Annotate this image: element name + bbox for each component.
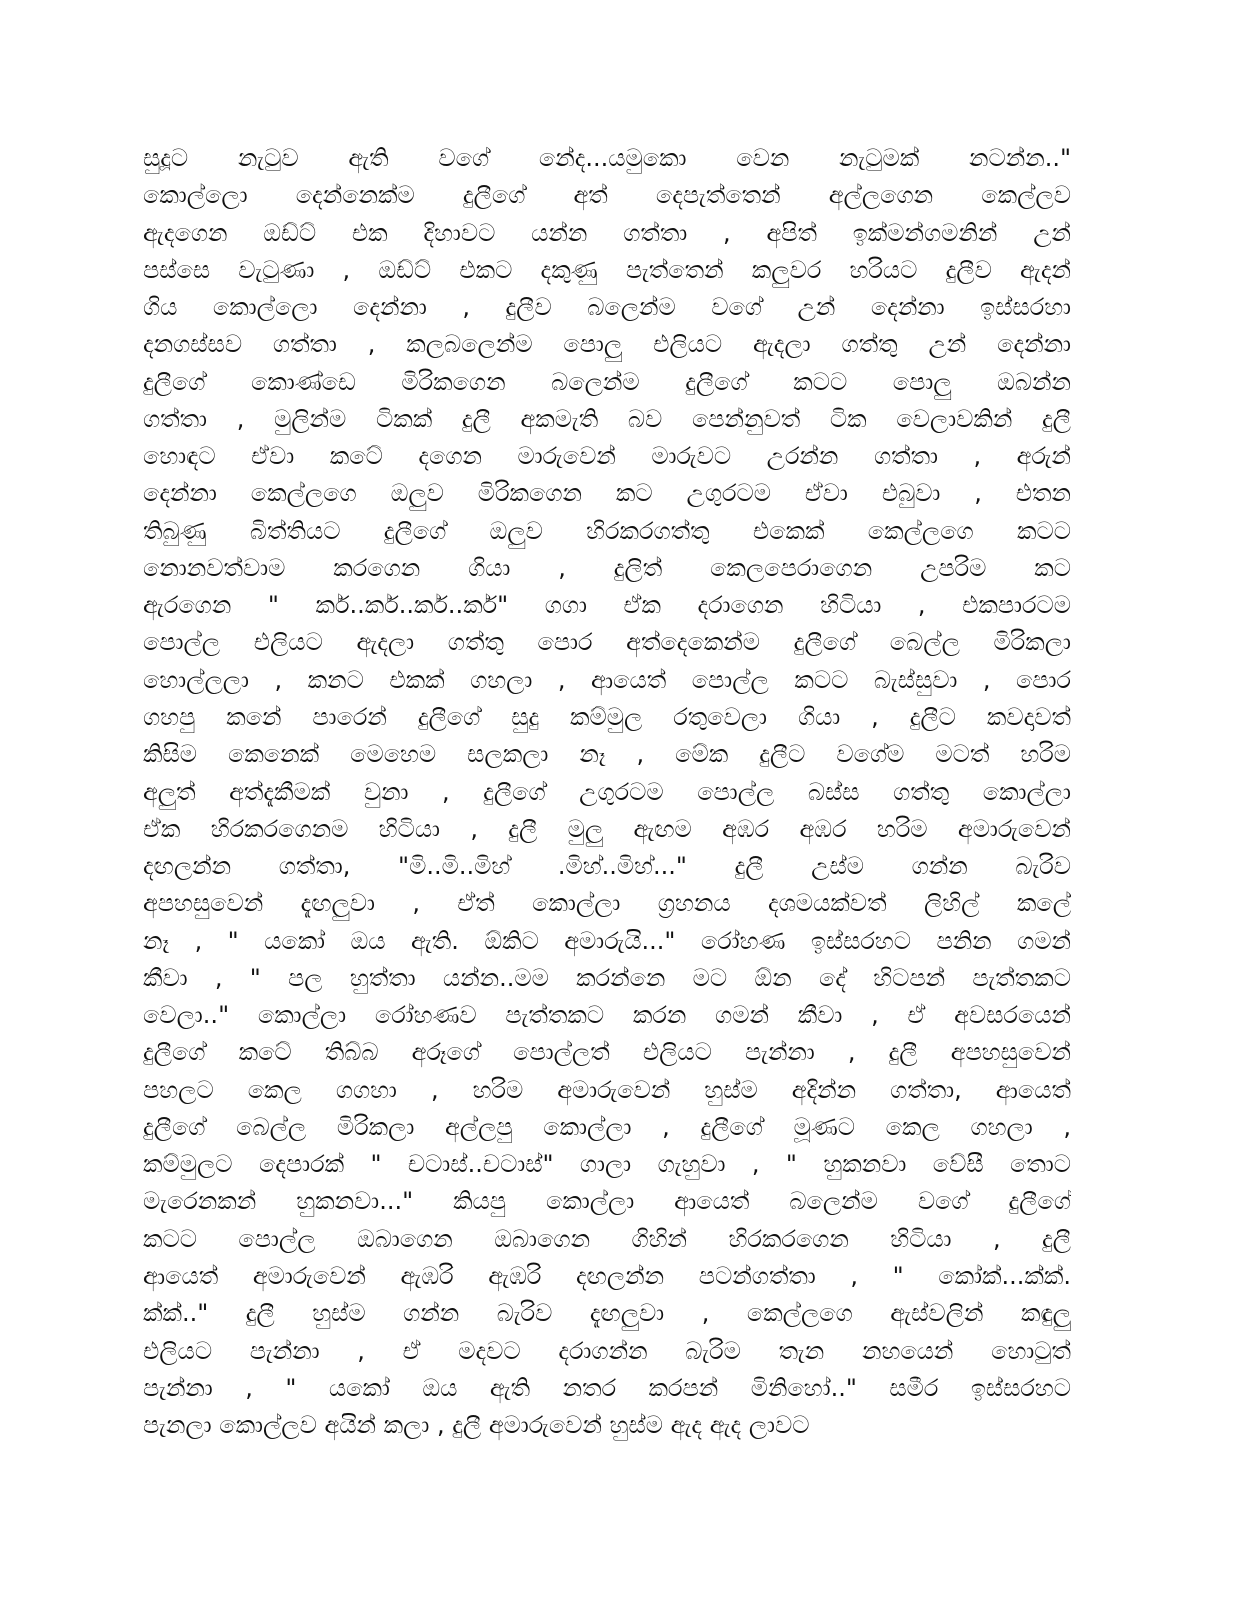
text-line: ගහපු කනේ පාරෙන් දුලීගේ සුදු කම්මුල රතුවෙලා ගියා , දුලීට කවදාවත් <box>143 702 1071 731</box>
text-line: පස්සෙ වැටුණා , ඔඩ්ට් එකට දකුණු පැත්තෙන් කලුවර හරියට දුලීව ඇදන් <box>143 255 1071 284</box>
text-line: දුලීගේ කටේ තිබ්බ අරූගේ පොල්ලත් එලියට පැන්නා , දුලී අපහසුවෙන් <box>143 1038 1071 1067</box>
text-line: තිබුණු බිත්තියට දුලීගේ ඔලුව හිරකරගත්තු එකෙක් කෙල්ලගෙ කටට <box>143 516 1071 545</box>
text-line: ආයෙත් අමාරුවෙන් ඇඹරි ඇඹරි දඟලන්න පටන්ගත්තා , " කෝක්...ක්ක්. <box>143 1261 1071 1290</box>
text-line: එලියට පැන්නා , ඒ මදවට දරාගන්න බැරිම තැන නහයෙන් හොටුත් <box>143 1336 1071 1365</box>
text-line: ඇදගෙන ඔඩ්ට් එක දිහාවට යන්න ගත්තා , අපිත් ඉක්මන්ගමනින් උන් <box>143 218 1071 247</box>
text-line: පොල්ල එලියට ඇදලා ගත්තු පොර අත්දෙකෙන්ම දුලීගේ බෙල්ල මිරිකලා <box>143 628 1071 657</box>
text-line: දෙන්නා කෙල්ලගෙ ඔලුව මිරිකගෙන කට උගුරටම ඒවා එබුවා , එතන <box>143 479 1071 508</box>
text-line: හොඳට ඒවා කටේ දගෙන මාරුවෙන් මාරුවට උරන්න ගත්තා , අරුන් <box>143 442 1071 471</box>
text-line: දනගස්සව ගත්තා , කලබලෙන්ම පොලු එලියට ඇදලා ගත්තු උන් දෙන්නා <box>143 330 1071 359</box>
text-line: පැන්නා , " යකෝ ඔය ඇති නතර කරපන් මිනිහෝ.." සමීර ඉස්සරහට <box>143 1373 1071 1402</box>
text-line: කොල්ලො දෙන්නෙක්ම දුලීගේ අත් දෙපැත්තෙන් අල්ලගෙන කෙල්ලව <box>143 181 1071 210</box>
text-line: නොනවත්වාම කරගෙන ගියා , දුලිත් කෙලපෙරාගෙන උපරිම කට <box>143 553 1071 582</box>
text-line: කම්මුලට දෙපාරක් " චටාස්..චටාස්" ගාලා ගැහුවා , " හුකනවා වේසී තොට <box>143 1150 1071 1179</box>
text-line: දුලීගේ බෙල්ල මිරිකලා අල්ලපු කොල්ලා , දුලීගේ මූණට කෙල ගහලා , <box>143 1112 1071 1141</box>
text-line: අලුත් අත්දැකීමක් වුනා , දුලීගේ උගුරටම පොල්ල බස්ස ගත්තු කොල්ලා <box>143 777 1071 806</box>
text-line: ගත්තා , මුලින්ම ටිකක් දුලී අකමැති බව පෙන්නුවත් ටික වෙලාවකින් දුලී <box>143 404 1071 433</box>
text-line: ගිය කොල්ලො දෙන්නා , දුලීව බලෙන්ම වගේ උන් දෙන්නා ඉස්සරහා <box>143 293 1071 322</box>
text-line: ඇරගෙන " කර්..කර්..කර්..කර්" ගගා ඒක දරාගෙන හිටියා , එකපාරටම <box>143 591 1071 620</box>
text-line: හොල්ලලා , කනට එකක් ගහලා , ආයෙත් පොල්ල කටට බැස්සුවා , පොර <box>143 665 1071 694</box>
text-line: ඒක හිරකරගෙනම හිටියා , දුලී මුලු ඇඟම අඹර අඹර හරිම අමාරුවෙන් <box>143 814 1071 843</box>
text-line: දඟලන්න ගත්තා, "මි..මි..මිහ් .මිහ්..මිහ්..." දුලී උස්ම ගන්න බැරිව <box>143 852 1071 881</box>
text-line: සුදූට නැටුව ඇති වගේ නේද...යමුකො වෙන නැටුමක් නටන්න.." <box>143 144 1071 172</box>
text-line: කීවා , " පල හුත්තා යන්න..මම කරන්නෙ මට ඕන දේ හිටපන් පැත්තකට <box>143 963 1071 992</box>
text-line: පැනලා කොල්ලව අයින් කලා , දුලී අමාරුවෙන් හුස්ම ඇද ඇද ලාවට <box>143 1411 810 1440</box>
text-line: අපහසුවෙන් දැඟලුවා , ඒත් කොල්ලා ග්‍රහනය දශමයක්වත් ලිහිල් කලේ <box>143 889 1071 918</box>
document-page <box>143 140 1071 1460</box>
text-line: දුලීගේ කොණ්ඩෙ මිරිකගෙන බලෙන්ම දුලීගේ කටට පොලු ඔබන්න <box>143 367 1071 396</box>
text-line: පහලට කෙල ගගහා , හරිම අමාරුවෙන් හුස්ම අදින්න ගත්තා, ආයෙත් <box>143 1075 1071 1104</box>
text-line: කටට පොල්ල ඔබාගෙන ඔබාගෙන ගිහින් හිරකරගෙන හිටියා , දුලී <box>143 1224 1071 1253</box>
text-line: නෑ , " යකෝ ඔය ඇති. ඕකිට අමාරුයි..." රෝහණ ඉස්සරහට පනින ගමන් <box>143 926 1071 955</box>
text-line: කිසිම කෙනෙක් මෙහෙම සලකලා නෑ , මේක දුලීට වගේම මටත් හරිම <box>143 740 1071 769</box>
text-line: මැරෙනකන් හුකනවා..." කියපු කොල්ලා ආයෙත් බලෙන්ම වගේ දුලීගේ <box>143 1187 1071 1216</box>
text-line: ක්ක්.." දුලී හුස්ම ගන්න බැරිව දැඟලුවා , කෙල්ලගෙ ඇස්වලින් කඳුලු <box>143 1299 1071 1328</box>
text-line: වෙලා.." කොල්ලා රෝහණව පැත්තකට කරන ගමන් කීවා , ඒ අවසරයෙන් <box>143 1001 1071 1030</box>
